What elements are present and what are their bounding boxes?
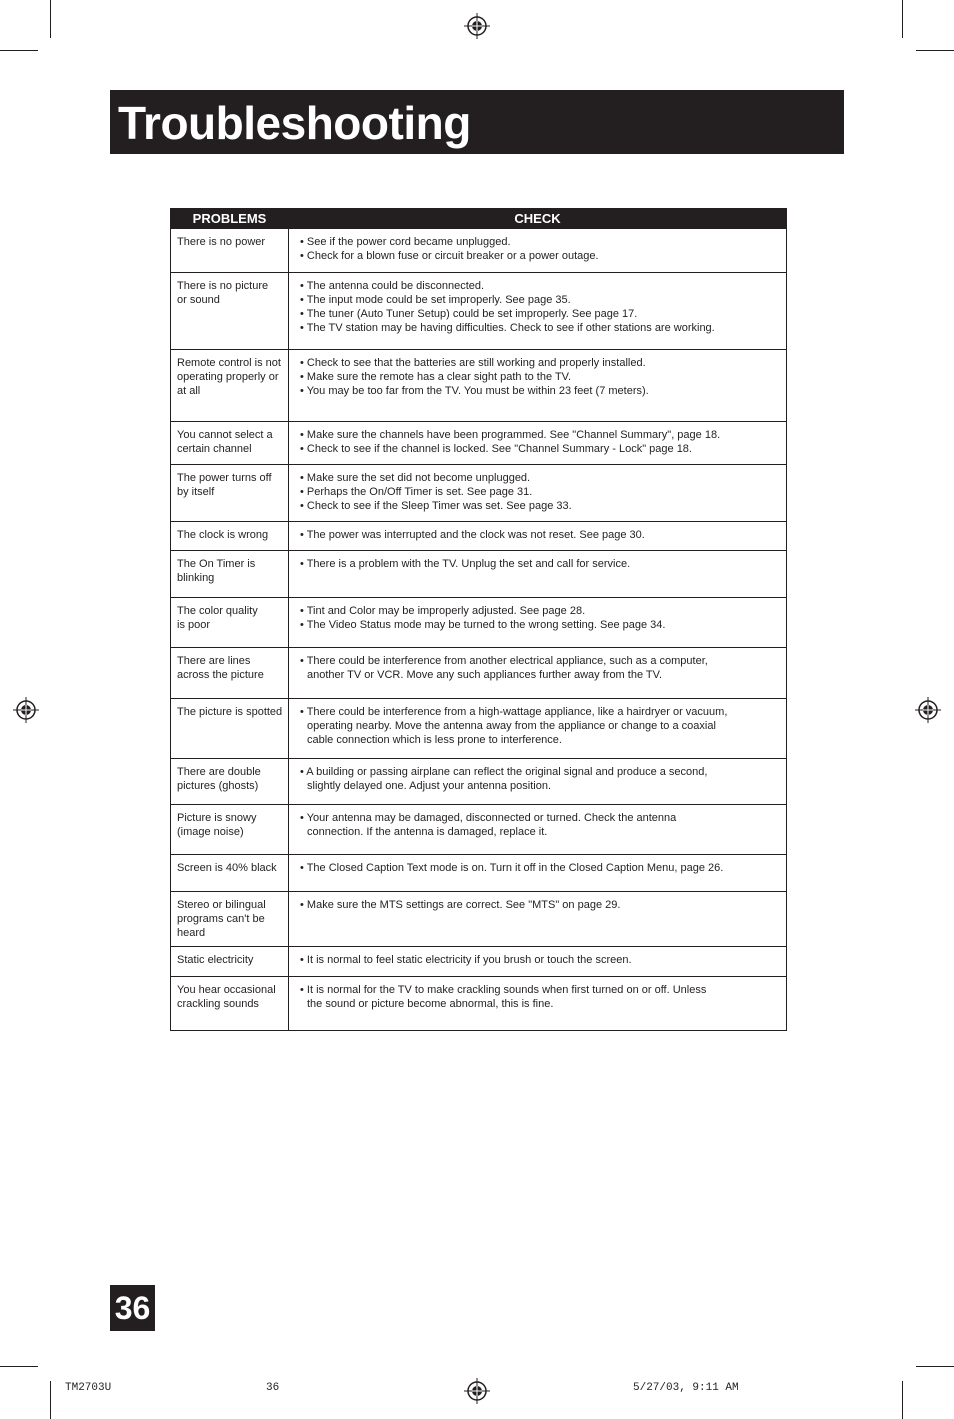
check-text: • There could be interference from another electrical appliance, such as a computer, — [300, 654, 708, 667]
check-text: another TV or VCR. Move any such appliances further away from the TV. — [307, 668, 663, 681]
table-row — [171, 946, 787, 976]
table-row — [171, 758, 787, 804]
check-text: • Check to see that the batteries are still working and properly installed. — [300, 356, 646, 369]
problem-text: There are lines — [177, 654, 251, 667]
problem-text: Remote control is not — [177, 356, 281, 369]
check-cell — [289, 976, 787, 1030]
check-text: • The Closed Caption Text mode is on. Turn it off in the Closed Caption Menu, page 26. — [300, 861, 724, 874]
problem-text: You hear occasional — [177, 983, 276, 996]
check-text: • Perhaps the On/Off Timer is set. See page 31. — [300, 485, 533, 498]
check-text: • The input mode could be set improperly. See page 35. — [300, 293, 571, 306]
crop-mark-top-right-v — [902, 0, 903, 38]
crop-mark-bottom-left-h — [0, 1366, 38, 1367]
check-cell — [289, 550, 787, 597]
check-text: • Make sure the set did not become unplugged. — [300, 471, 531, 484]
check-text: • Check for a blown fuse or circuit breaker or a power outage. — [300, 250, 599, 262]
table-row — [171, 804, 787, 854]
check-text: • You may be too far from the TV. You must be within 23 feet (7 meters). — [300, 384, 649, 397]
problem-cell — [171, 272, 289, 349]
check-text: • The power was interrupted and the clock was not reset. See page 30. — [300, 528, 645, 541]
table-row — [171, 464, 787, 521]
problem-text: There are double — [177, 765, 261, 778]
troubleshooting-table — [170, 208, 787, 1031]
check-cell — [289, 854, 787, 891]
check-cell — [289, 647, 787, 698]
problem-text: You cannot select a — [177, 428, 273, 441]
table-row — [171, 597, 787, 647]
crop-mark-top-right-h — [916, 50, 954, 51]
check-text: • Check to see if the Sleep Timer was set. See page 33. — [300, 499, 572, 512]
table-row — [171, 421, 787, 464]
check-cell — [289, 349, 787, 421]
check-text: • The Video Status mode may be turned to the wrong setting. See page 34. — [300, 618, 666, 631]
problem-text: heard — [177, 926, 206, 939]
table-row — [171, 229, 787, 272]
title-banner — [110, 90, 844, 154]
problem-cell — [171, 946, 289, 976]
problem-text: by itself — [177, 485, 215, 498]
check-text: connection. If the antenna is damaged, replace it. — [307, 825, 548, 838]
problem-text: pictures (ghosts) — [177, 779, 259, 792]
problem-text: The color quality — [177, 604, 258, 617]
problem-text: Stereo or bilingual — [177, 898, 266, 911]
registration-mark-icon — [915, 697, 941, 723]
problem-text: Picture is snowy — [177, 811, 257, 824]
table-row — [171, 891, 787, 946]
problem-text: The picture is spotted — [177, 705, 283, 718]
table-row — [171, 550, 787, 597]
crop-mark-bottom-right-h — [916, 1366, 954, 1367]
check-text: • Check to see if the channel is locked. See "Channel Summary - Lock" page 18. — [300, 442, 692, 455]
problem-cell — [171, 521, 289, 550]
problem-text: across the picture — [177, 668, 264, 681]
check-cell — [289, 698, 787, 758]
problem-cell — [171, 229, 289, 272]
table-row — [171, 698, 787, 758]
check-text: • There could be interference from a high-wattage appliance, like a hairdryer or vacuum, — [300, 705, 728, 718]
check-text: • See if the power cord became unplugged. — [300, 236, 511, 248]
table-row — [171, 349, 787, 421]
problem-text: (image noise) — [177, 825, 244, 838]
check-text: • Make sure the MTS settings are correct. See "MTS" on page 29. — [300, 898, 621, 911]
check-cell — [289, 804, 787, 854]
problem-text: The clock is wrong — [177, 528, 269, 541]
table-header-row — [171, 208, 787, 229]
problem-text: blinking — [177, 571, 215, 584]
check-cell — [289, 597, 787, 647]
problem-text: is poor — [177, 618, 211, 631]
crop-mark-bottom-right-v — [902, 1381, 903, 1419]
registration-mark-icon — [13, 697, 39, 723]
problem-text: crackling sounds — [177, 997, 259, 1010]
check-text: • Make sure the remote has a clear sight path to the TV. — [300, 370, 572, 383]
crop-mark-top-left-h — [0, 50, 38, 51]
table-row — [171, 647, 787, 698]
registration-mark-icon — [464, 13, 490, 39]
problem-text: programs can't be — [177, 912, 265, 925]
check-cell — [289, 229, 787, 272]
table-body — [171, 229, 787, 1030]
check-text: the sound or picture become abnormal, this is fine. — [307, 997, 554, 1010]
problem-cell — [171, 976, 289, 1030]
problem-text: The On Timer is — [177, 557, 256, 570]
check-cell — [289, 421, 787, 464]
check-text: • The TV station may be having difficulties. Check to see if other stations are working. — [300, 321, 715, 334]
problem-cell — [171, 421, 289, 464]
table-row — [171, 272, 787, 349]
problem-cell — [171, 804, 289, 854]
table-row — [171, 521, 787, 550]
problem-cell — [171, 698, 289, 758]
footer-page: 36 — [266, 1382, 280, 1394]
problems-header: PROBLEMS — [171, 208, 289, 229]
check-text: • It is normal for the TV to make crackling sounds when first turned on or off. Unless — [300, 983, 707, 996]
check-text: cable connection which is less prone to interference. — [307, 733, 562, 746]
problem-cell — [171, 464, 289, 521]
problem-cell — [171, 854, 289, 891]
registration-mark-icon — [464, 1378, 490, 1404]
check-cell — [289, 946, 787, 976]
check-text: • Make sure the channels have been programmed. See "Channel Summary", page 18. — [300, 428, 721, 441]
problem-cell — [171, 758, 289, 804]
check-text: • Tint and Color may be improperly adjusted. See page 28. — [300, 604, 586, 617]
crop-mark-bottom-left-v — [50, 1381, 51, 1419]
check-text: slightly delayed one. Adjust your antenna position. — [307, 779, 551, 792]
check-cell — [289, 891, 787, 946]
problem-text: certain channel — [177, 442, 252, 455]
check-cell — [289, 272, 787, 349]
check-cell — [289, 758, 787, 804]
problem-text: at all — [177, 384, 201, 397]
problem-text: Static electricity — [177, 953, 254, 966]
problem-cell — [171, 647, 289, 698]
crop-mark-top-left-v — [50, 0, 51, 38]
table-row — [171, 976, 787, 1030]
check-header: CHECK — [289, 208, 787, 229]
check-cell — [289, 521, 787, 550]
problem-text: The power turns off — [177, 471, 272, 484]
page-title: Troubleshooting — [118, 97, 471, 149]
check-text: • A building or passing airplane can reflect the original signal and produce a second, — [300, 765, 708, 778]
check-text: operating nearby. Move the antenna away from the appliance or change to a coaxial — [307, 719, 716, 732]
problem-text: operating properly or — [177, 370, 279, 383]
problem-text: or sound — [177, 293, 220, 306]
problem-cell — [171, 597, 289, 647]
table-row — [171, 854, 787, 891]
check-text: • It is normal to feel static electricity if you brush or touch the screen. — [300, 953, 632, 966]
problem-text: Screen is 40% black — [177, 861, 277, 874]
problem-text: There is no picture — [177, 279, 269, 292]
problem-cell — [171, 550, 289, 597]
check-text: • The tuner (Auto Tuner Setup) could be set improperly. See page 17. — [300, 307, 638, 320]
problem-cell — [171, 349, 289, 421]
footer-code: TM2703U — [65, 1382, 112, 1394]
check-text: • Your antenna may be damaged, disconnected or turned. Check the antenna — [300, 811, 677, 824]
problem-cell — [171, 891, 289, 946]
page-number: 36 — [110, 1285, 155, 1331]
check-text: • There is a problem with the TV. Unplug the set and call for service. — [300, 557, 631, 570]
check-cell — [289, 464, 787, 521]
footer-timestamp: 5/27/03, 9:11 AM — [633, 1382, 739, 1394]
check-text: • The antenna could be disconnected. — [300, 279, 485, 292]
problem-text: There is no power — [177, 236, 266, 248]
